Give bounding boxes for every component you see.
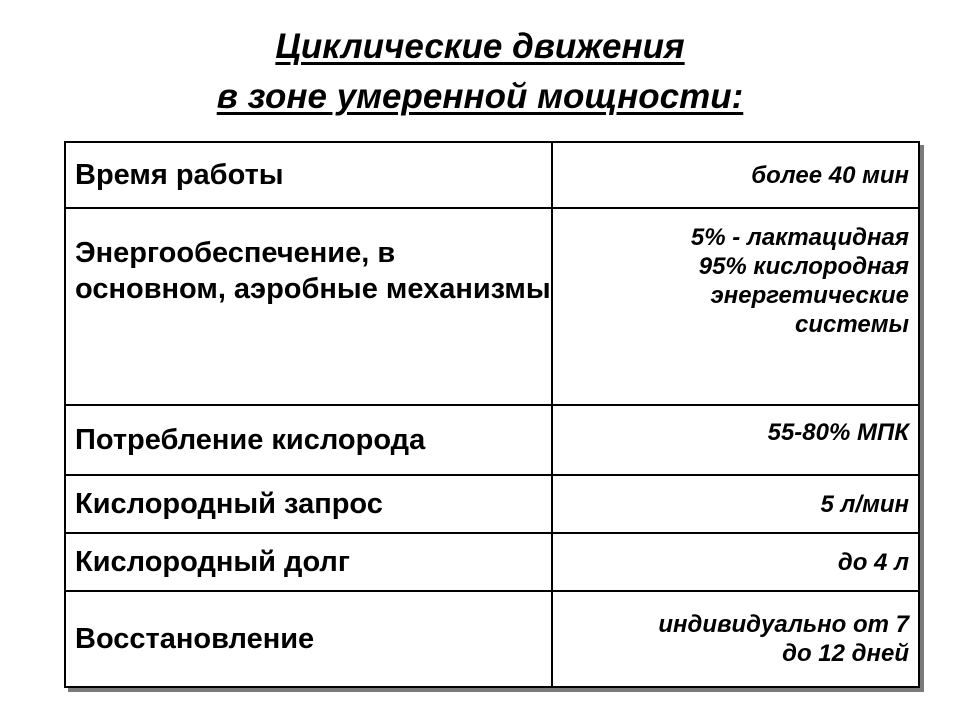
row-value (552, 208, 919, 405)
table-row-oxygen-consumption (65, 405, 919, 475)
title-line-2: в зоне умеренной мощности: (216, 77, 744, 116)
page-title (0, 22, 960, 122)
row-value-line: до 12 дней (782, 640, 909, 667)
row-label: Время работы (65, 142, 552, 208)
row-label: Потребление кислорода (65, 405, 552, 475)
row-value (552, 591, 919, 687)
table-row-recovery (65, 591, 919, 687)
table-row-energy-supply (65, 208, 919, 405)
row-label: Кислородный долг (65, 533, 552, 591)
table-row-oxygen-debt (65, 533, 919, 591)
info-table (64, 141, 920, 688)
row-value-line: до 4 л (837, 548, 909, 576)
row-value-line: более 40 мин (751, 161, 909, 189)
row-value (552, 142, 919, 208)
table-row-oxygen-demand (65, 475, 919, 533)
row-value-line: энергетические (710, 282, 909, 309)
row-value-line: 5 л/мин (820, 490, 909, 518)
title-line-1: Циклические движения (275, 27, 685, 66)
row-value-line: системы (795, 311, 909, 338)
row-value-line: 5% - лактацидная (690, 224, 909, 251)
row-value (552, 475, 919, 533)
row-label: Кислородный запрос (65, 475, 552, 533)
table-row-work-time (65, 142, 919, 208)
row-label: Восстановление (65, 591, 552, 687)
row-value (552, 405, 919, 475)
row-label: Энергообеспечение, в основном, аэробные механизмы (65, 208, 552, 405)
row-value-line: 95% кислородная (698, 253, 909, 280)
row-value-line: индивидуально от 7 (658, 611, 909, 638)
row-value-line: 55-80% МПК (767, 419, 909, 446)
row-value (552, 533, 919, 591)
